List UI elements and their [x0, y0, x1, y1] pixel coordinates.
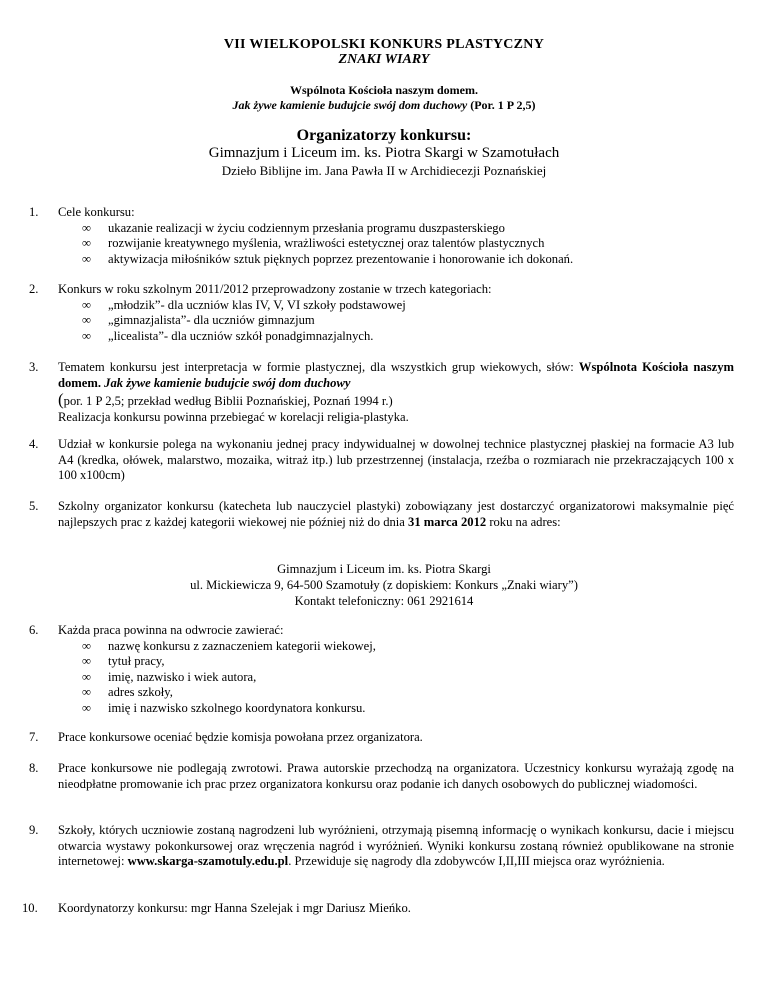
infinity-bullet-icon: ∞: [82, 685, 91, 699]
infinity-bullet-icon: ∞: [82, 669, 91, 684]
motto-line-1: Wspólnota Kościoła naszym domem.: [289, 83, 478, 97]
section-number: 9.: [29, 823, 39, 837]
categories-list: [82, 298, 734, 345]
list-item: ∞ „młodzik”- dla uczniów klas IV, V, VI szkoły podstawowej: [82, 297, 406, 312]
infinity-bullet-icon: ∞: [82, 313, 91, 327]
infinity-bullet-icon: ∞: [82, 220, 91, 235]
list-item: ∞ aktywizacja miłośników sztuk pięknych poprzez prezentowanie i honorowanie ich dokonań.: [82, 251, 574, 266]
section-2: [29, 282, 734, 344]
section-text: Udział w konkursie polega na wykonaniu jednej pracy indywidualnej w dowolnej technice plastycznej płaskiej na formacie A3 lub A4 (kredka, ołówek, malarstwo, mozaika, witraż itp.) lub przestrzennej (instalacja, rzeźba o rozmiarach nie przekraczających 100 x 100 x100cm): [58, 437, 734, 482]
section-number: 10.: [22, 901, 38, 915]
list-item: ∞ imię i nazwisko szkolnego koordynatora konkursu.: [82, 700, 366, 715]
section-number: 7.: [29, 730, 39, 744]
address-line-1: Gimnazjum i Liceum im. ks. Piotra Skargi: [277, 562, 491, 576]
infinity-bullet-icon: ∞: [82, 236, 91, 250]
infinity-bullet-icon: ∞: [82, 638, 91, 653]
section-number: 4.: [29, 437, 39, 451]
goals-list: [82, 221, 734, 268]
document-title-sub: ZNAKI WIARY: [338, 52, 430, 67]
motto-line-2: [0, 98, 768, 113]
section-number: 3.: [29, 360, 39, 374]
section-number: 6.: [29, 623, 39, 637]
section-text: Koordynatorzy konkursu: mgr Hanna Szelejak i mgr Dariusz Mieńko.: [58, 901, 411, 915]
list-item: ∞ „gimnazjalista”- dla uczniów gimnazjum: [82, 313, 315, 327]
infinity-bullet-icon: ∞: [82, 700, 91, 715]
theme-quote: Jak żywe kamienie budujcie swój dom duchowy: [101, 375, 351, 390]
section-text: Prace konkursowe nie podlegają zwrotowi. Prawa autorskie przechodzą na organizatora. Uczestnicy konkursu wyrażają zgodę na nieodpłatne promowanie ich prac przez organizatora konkursu oraz podanie ich danych osobowych do publicznej wiadomości.: [58, 761, 734, 791]
section-1: [29, 205, 734, 267]
section-text: Prace konkursowe oceniać będzie komisja powołana przez organizatora.: [58, 730, 423, 744]
infinity-bullet-icon: ∞: [82, 328, 91, 343]
motto-reference: (Por. 1 P 2,5): [470, 98, 536, 112]
theme-correlation: Realizacja konkursu powinna przebiegać w korelacji religia-plastyka.: [58, 410, 409, 424]
section-title: Konkurs w roku szkolnym 2011/2012 przeprowadzony zostanie w trzech kategoriach:: [58, 282, 492, 296]
organizer-biblical-work: Dzieło Biblijne im. Jana Pawła II w Archidiecezji Poznańskiej: [221, 163, 547, 178]
organizers-heading: Organizatorzy konkursu:: [296, 127, 472, 144]
list-item: ∞ „licealista”- dla uczniów szkół ponadgimnazjalnych.: [82, 328, 374, 343]
section-7: [29, 730, 734, 746]
list-item: ∞ nazwę konkursu z zaznaczeniem kategorii wiekowej,: [82, 638, 376, 653]
theme-bold: Wspólnota Kościoła naszym domem.: [58, 360, 735, 390]
infinity-bullet-icon: ∞: [82, 654, 91, 668]
infinity-bullet-icon: ∞: [82, 251, 91, 266]
section-6: [29, 623, 734, 716]
section-title: Każda praca powinna na odwrocie zawierać:: [58, 623, 284, 637]
motto-quote: Jak żywe kamienie budujcie swój dom duchowy: [232, 98, 468, 112]
list-item: ∞ adres szkoły,: [82, 685, 173, 699]
section-4: [29, 437, 734, 484]
website-link[interactable]: www.skarga-szamotuly.edu.pl: [127, 854, 289, 868]
document-title: VII WIELKOPOLSKI KONKURS PLASTYCZNY: [223, 37, 545, 52]
section-10: [22, 901, 734, 917]
required-info-list: [82, 639, 734, 717]
deadline-date: 31 marca 2012: [408, 514, 487, 529]
section-number: 2.: [29, 282, 39, 296]
infinity-bullet-icon: ∞: [82, 297, 91, 312]
address-line-2: ul. Mickiewicza 9, 64-500 Szamotuły (z dopiskiem: Konkurs „Znaki wiary”): [190, 578, 578, 592]
list-item: ∞ tytuł pracy,: [82, 654, 165, 668]
list-item: ∞ imię, nazwisko i wiek autora,: [82, 669, 257, 684]
organizer-school: Gimnazjum i Liceum im. ks. Piotra Skargi w Szamotułach: [208, 145, 560, 161]
contact-phone: Kontakt telefoniczny: 061 2921614: [294, 594, 474, 608]
section-9: 9. Szkoły, których uczniowie zostaną nagrodzeni lub wyróżnieni, otrzymają pisemną informację o wynikach konkursu, dacie i miejscu otwarcia wystawy pokonkursowej oraz wręczenia nagród i wyróżnień. Wyniki konkursu zostaną również opublikowane na stronie internetowej: www.skarga-szamotuly.edu.pl. Przewiduje się nagrody dla zdobywców I,II,III miejsca oraz wyróżnienia.: [29, 823, 734, 868]
list-item: ∞ rozwijanie kreatywnego myślenia, wrażliwości estetycznej oraz talentów plastycznych: [82, 236, 545, 250]
section-3: 3. Tematem konkursu jest interpretacja w formie plastycznej, dla wszystkich grup wiekowych, słów: Wspólnota Kościoła naszym domem. Jak żywe kamienie budujcie swój dom duchowy (por. 1 P 2,5; przekład według Biblii Poznańskiej, Poznań 1994 r.) Realizacja konkursu powinna przebiegać w korelacji religia-plastyka.: [29, 360, 735, 424]
list-item: ∞ ukazanie realizacji w życiu codziennym przesłania programu duszpasterskiego: [82, 220, 505, 235]
theme-reference: (por. 1 P 2,5; przekład według Biblii Poznańskiej, Poznań 1994 r.): [58, 390, 393, 409]
section-5: 5. Szkolny organizator konkursu (katecheta lub nauczyciel plastyki) zobowiązany jest dostarczyć organizatorowi maksymalnie pięć najlepszych prac z każdej kategorii wiekowej nie później niż do dnia 31 marca 2012 roku na adres:: [29, 499, 734, 529]
section-number: 5.: [29, 499, 39, 513]
section-title: Cele konkursu:: [58, 205, 135, 219]
section-8: [29, 761, 734, 792]
section-number: 8.: [29, 761, 39, 775]
section-number: 1.: [29, 205, 39, 219]
